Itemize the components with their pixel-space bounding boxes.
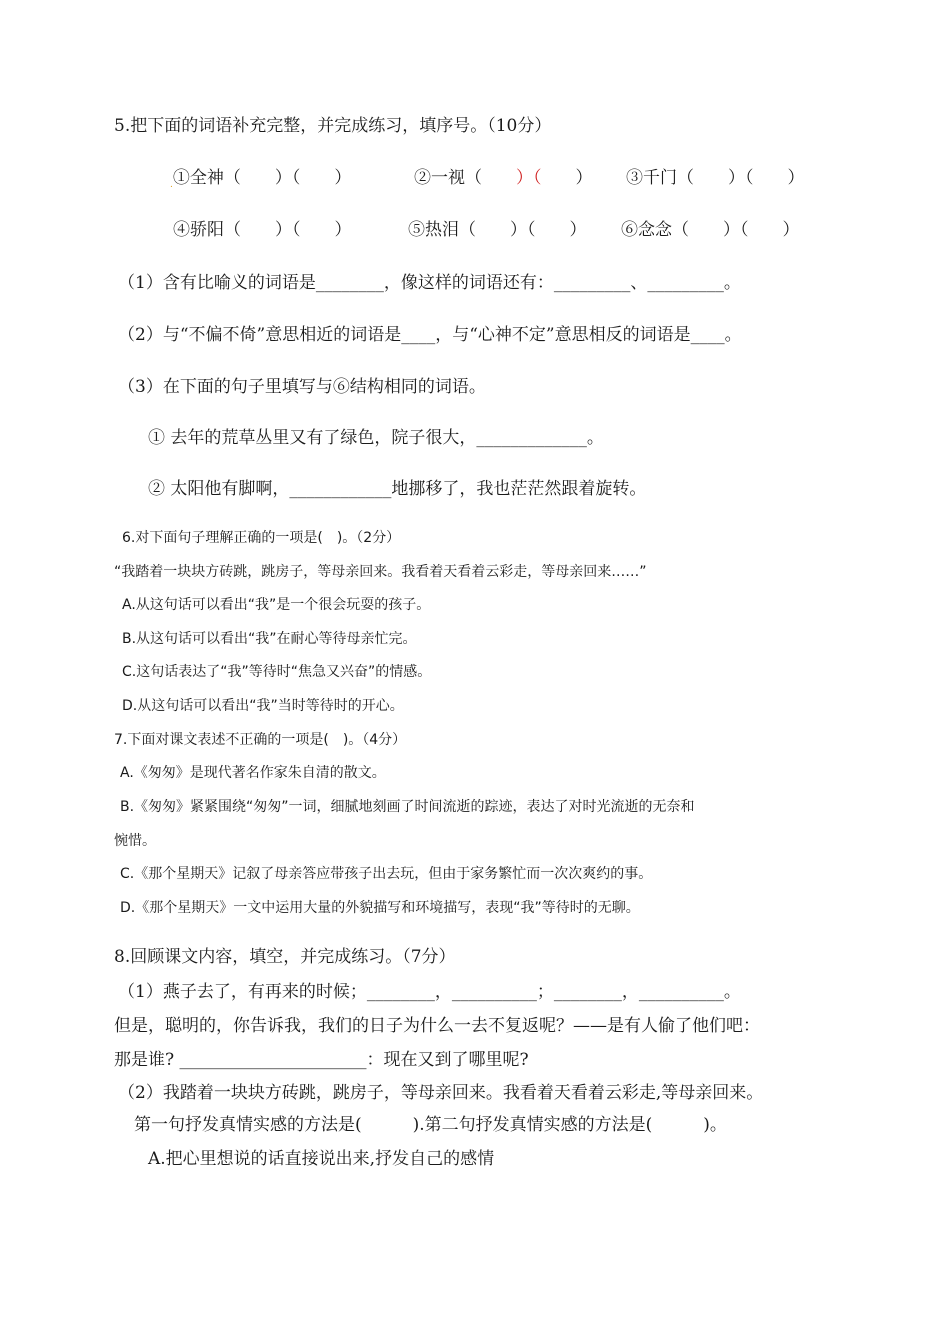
q7-option-a: A.《匆匆》是现代著名作家朱自清的散文。	[120, 765, 386, 781]
q7-option-d: D.《那个星期天》一文中运用大量的外貌描写和环境描写，表现“我”等待时的无聊。	[120, 900, 640, 916]
q8-line-2: 但是，聪明的，你告诉我，我们的日子为什么一去不复返呢？——是有人偷了他们吧：	[114, 1016, 760, 1036]
q8-line-4: （2）我踏着一块块方砖跳，跳房子，等母亲回来。我看着天看着云彩走,等母亲回来。	[118, 1083, 764, 1103]
q5-sub-3: （3）在下面的句子里填写与⑥结构相同的词语。	[118, 377, 486, 397]
q7-option-b-line-2: 惋惜。	[114, 833, 156, 849]
q6-title: 6.对下面句子理解正确的一项是( )。（2分）	[122, 530, 401, 546]
q8-line-1: （1）燕子去了，有再来的时候；________，__________；________，__________。	[118, 982, 741, 1002]
q8-title: 8.回顾课文内容，填空，并完成练习。（7分）	[114, 947, 456, 967]
q6-option-d: D.从这句话可以看出“我”当时等待时的开心。	[122, 698, 404, 714]
q5-sub-3-sentence-2: ② 太阳他有脚啊，____________地挪移了，我也茫茫然跟着旋转。	[148, 479, 647, 499]
q5-sub-1: （1）含有比喻义的词语是________，像这样的词语还有：_________、_________。	[118, 273, 741, 293]
q8-line-5: 第一句抒发真情实感的方法是( ).第二句抒发真情实感的方法是( )。	[134, 1115, 727, 1135]
q5-sub-2: （2）与“不偏不倚”意思相近的词语是____，与“心神不定”意思相反的词语是____。	[118, 325, 742, 345]
q5-title: 5.把下面的词语补充完整，并完成练习，填序号。（10分）	[114, 116, 552, 136]
q5-word-6: ⑥念念（ ）（ ）	[621, 220, 800, 240]
q7-option-b-line-1: B.《匆匆》紧紧围绕“匆匆”一词，细腻地刻画了时间流逝的踪迹，表达了对时光流逝的无奈和	[120, 799, 695, 815]
q5-word-5: ⑤热泪（ ）（ ）	[408, 220, 587, 240]
q6-quote: “我踏着一块块方砖跳，跳房子，等母亲回来。我看着天看着云彩走，等母亲回来……”	[114, 564, 647, 580]
q5-word-2: ②一视（ ）（ ）	[414, 168, 593, 188]
q6-option-c: C.这句话表达了“我”等待时“焦急又兴奋”的情感。	[122, 664, 432, 680]
q5-word-3: ③千门（ ）（ ）	[626, 168, 805, 188]
q6-option-a: A.从这句话可以看出“我”是一个很会玩耍的孩子。	[122, 597, 431, 613]
q7-option-c: C.《那个星期天》记叙了母亲答应带孩子出去玩，但由于家务繁忙而一次次爽约的事。	[120, 866, 653, 882]
q8-line-6: A.把心里想说的话直接说出来,抒发自己的感情	[148, 1149, 495, 1169]
q6-option-b: B.从这句话可以看出“我”在耐心等待母亲忙完。	[122, 631, 417, 647]
q5-word-1: $_.$①全神（ ）（ ）	[170, 168, 352, 190]
q5-word-4: ④骄阳（ ）（ ）	[173, 220, 352, 240]
q5-sub-3-sentence-1: ① 去年的荒草丛里又有了绿色，院子很大，_____________。	[148, 428, 604, 448]
q7-title: 7.下面对课文表述不正确的一项是( )。（4分）	[114, 732, 407, 748]
edit-mark-icon: .	[170, 180, 173, 190]
q8-line-3: 那是谁? ______________________：现在又到了哪里呢?	[114, 1050, 529, 1070]
